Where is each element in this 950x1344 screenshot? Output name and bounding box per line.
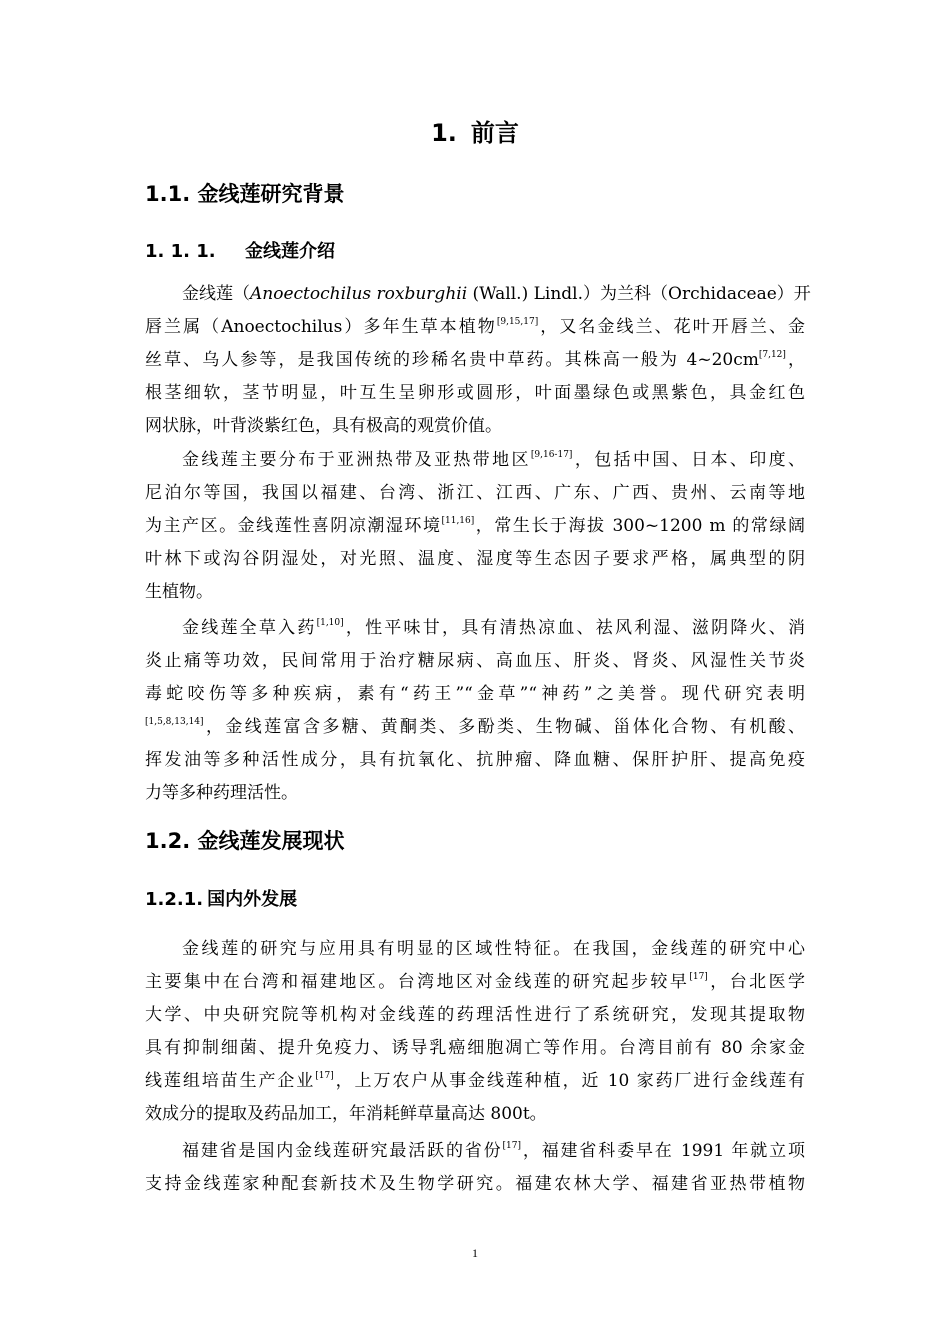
- subsection-heading-1-2-1: [145, 886, 297, 914]
- text-line: 金线莲主要分布于亚洲热带及亚热带地区[9,16-17]，包括中国、日本、印度、: [182, 450, 806, 470]
- text-line: 大学、中央研究院等机构对金线莲的药理活性进行了系统研究，发现其提取物: [145, 1005, 805, 1025]
- paragraph-intro: [145, 278, 811, 443]
- paragraph-medicinal: [145, 612, 805, 810]
- text-line: 效成分的提取及药品加工，年消耗鲜草量高达 800t。: [145, 1104, 547, 1124]
- chapter-number: 1.: [431, 119, 457, 147]
- text-line: 唇兰属（Anoectochilus）多年生草本植物[9,15,17]，又名金线兰、花叶开唇兰、金: [145, 317, 806, 337]
- text-line: 尼泊尔等国，我国以福建、台湾、浙江、江西、广东、广西、贵州、云南等地: [145, 483, 805, 503]
- subsection-number: 1. 1. 1.: [145, 241, 216, 262]
- text-line: 毒蛇咬伤等多种疾病，素有“药王”“金草”“神药”之美誉。现代研究表明: [145, 684, 805, 704]
- text-line: 线莲组培苗生产企业[17]，上万农户从事金线莲种植，近 10 家药厂进行金线莲有: [145, 1071, 805, 1091]
- text-line: 具有抑制细菌、提升免疫力、诱导乳癌细胞凋亡等作用。台湾目前有 80 余家金: [145, 1038, 805, 1058]
- chapter-title: 前言: [470, 119, 519, 147]
- text-line: 福建省是国内金线莲研究最活跃的省份[17]，福建省科委早在 1991 年就立项: [182, 1141, 805, 1161]
- text-line: 金线莲的研究与应用具有明显的区域性特征。在我国，金线莲的研究中心: [182, 939, 805, 959]
- text-line: 网状脉，叶背淡紫红色，具有极高的观赏价值。: [145, 416, 502, 436]
- text-line: [1,5,8,13,14]，金线莲富含多糖、黄酮类、多酚类、生物碱、甾体化合物、有机酸、: [145, 717, 805, 737]
- subsection-heading-1-1-1: [145, 238, 335, 266]
- subsection-number: 1.2.1.: [145, 889, 204, 910]
- text-line: 金线莲（Anoectochilus roxburghii (Wall.) Lindl.）为兰科（Orchidaceae）开: [182, 284, 811, 304]
- text-line: 为主产区。金线莲性喜阴凉潮湿环境[11,16]，常生长于海拔 300~1200 m 的常绿阔: [145, 516, 805, 536]
- subsection-title: 金线莲介绍: [245, 241, 335, 262]
- page-number: 1: [472, 1246, 478, 1260]
- text-line: 支持金线莲家种配套新技术及生物学研究。福建农林大学、福建省亚热带植物: [145, 1174, 805, 1194]
- text-line: 生植物。: [145, 582, 213, 602]
- text-line: 主要集中在台湾和福建地区。台湾地区对金线莲的研究起步较早[17]，台北医学: [145, 972, 806, 992]
- section-heading-1-1: 1.1. 金线莲研究背景: [145, 182, 345, 206]
- text-line: 丝草、乌人参等，是我国传统的珍稀名贵中草药。其株高一般为 4~20cm[7,12]，: [145, 350, 805, 370]
- text-line: 炎止痛等功效，民间常用于治疗糖尿病、高血压、肝炎、肾炎、风湿性关节炎: [145, 651, 805, 671]
- paragraph-domestic: [145, 933, 805, 1131]
- paragraph-distribution: [145, 444, 805, 609]
- section-heading-1-2: 1.2. 金线莲发展现状: [145, 829, 345, 853]
- text-line: 挥发油等多种活性成分，具有抗氧化、抗肿瘤、降血糖、保肝护肝、提高免疫: [145, 750, 805, 770]
- text-line: 叶林下或沟谷阴湿处，对光照、温度、湿度等生态因子要求严格，属典型的阴: [145, 549, 805, 569]
- chapter-heading: [0, 116, 950, 150]
- text-line: 力等多种药理活性。: [145, 783, 298, 803]
- text-line: 根茎细软，茎节明显，叶互生呈卵形或圆形，叶面墨绿色或黑紫色，具金红色: [145, 383, 805, 403]
- subsection-title: 国内外发展: [207, 889, 298, 910]
- text-line: 金线莲全草入药[1,10]，性平味甘，具有清热凉血、祛风利湿、滋阴降火、消: [182, 618, 806, 638]
- paragraph-fujian: [145, 1135, 805, 1201]
